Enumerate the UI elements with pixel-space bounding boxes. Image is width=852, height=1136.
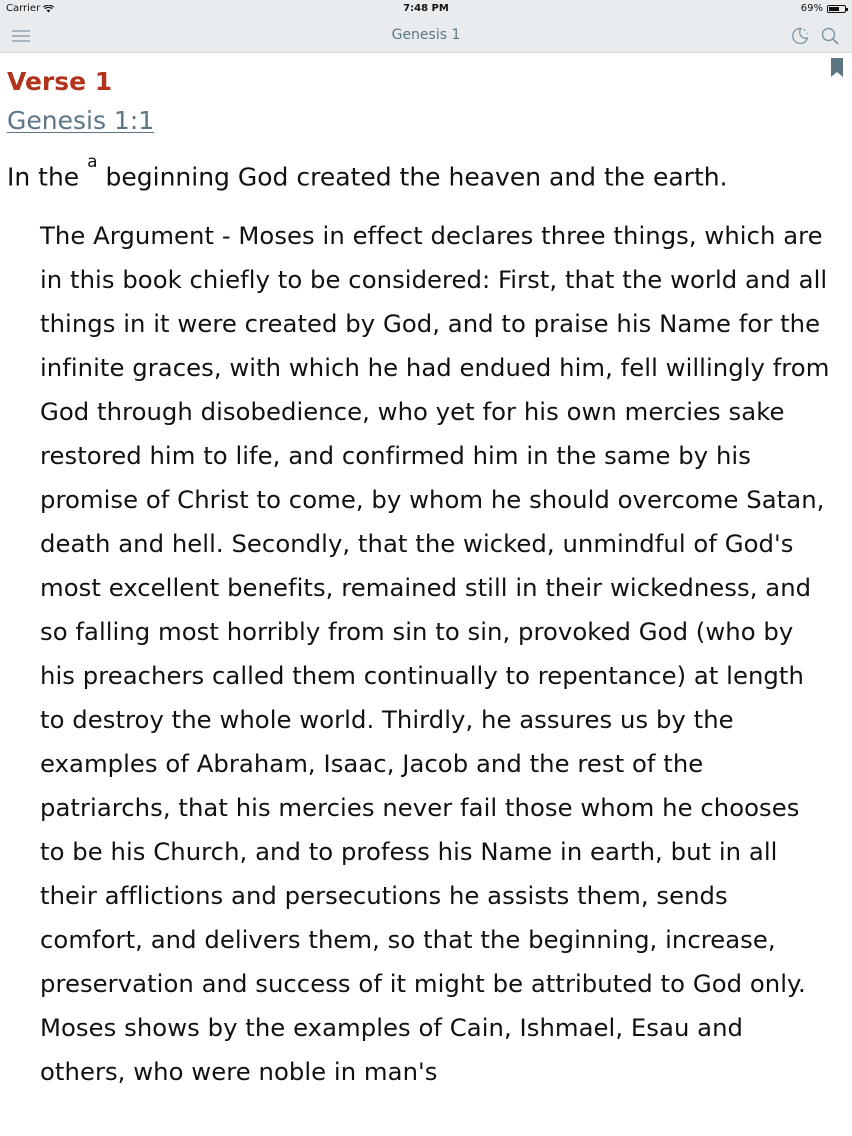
night-mode-button[interactable] [788,24,812,48]
status-bar [0,0,852,18]
reading-content [7,62,830,1094]
verse-text-end: beginning God created the heaven and the earth. [97,162,728,192]
battery-icon [827,5,846,13]
carrier-label: Carrier [6,3,41,14]
night-mode-icon [790,26,810,46]
search-icon [821,27,839,45]
bookmark-icon [830,58,844,78]
commentary-text: The Argument - Moses in effect declares three things, which are in this book chiefly to be considered: First, that the world and all things in it were created by God, and to praise his Name for the infinite graces, with which he had endued him, fell willingly from God through disobedience, who yet for his own mercies sake restored him to life, and confirmed him in the same by his promise of Christ to come, by whom he should overcome Satan, death and hell. Secondly, that the wicked, unmindful of God's most excellent benefits, remained still in their wickedness, and so falling most horribly from sin to sin, provoked God (who by his preachers called them continually to repentance) at length to destroy the whole world. Thirdly, he assures us by the examples of Abraham, Isaac, Jacob and the rest of the patriarchs, that his mercies never fail those whom he chooses to be his Church, and to profess his Name in earth, but in all their afflictions and persecutions he assists them, sends comfort, and delivers them, so that the beginning, increase, preservation and success of it might be attributed to God only. Moses shows by the examples of Cain, Ishmael, Esau and others, who were noble in man's [40,221,830,1087]
search-button[interactable] [818,24,842,48]
battery-percent: 69% [800,3,823,14]
verse-reference-link[interactable]: Genesis 1:1 [7,106,155,135]
footnote-marker[interactable]: a [87,152,98,172]
page-title: Genesis 1 [391,27,461,43]
status-right [801,3,846,14]
verse-text [7,154,822,194]
battery-tip [846,8,848,11]
navigation-bar [0,18,852,53]
verse-heading: Verse 1 [7,67,113,96]
battery-fill [829,7,839,11]
status-time: 7:48 PM [403,3,449,14]
bookmark-button[interactable] [830,58,844,78]
verse-text-start: In the [7,162,88,192]
